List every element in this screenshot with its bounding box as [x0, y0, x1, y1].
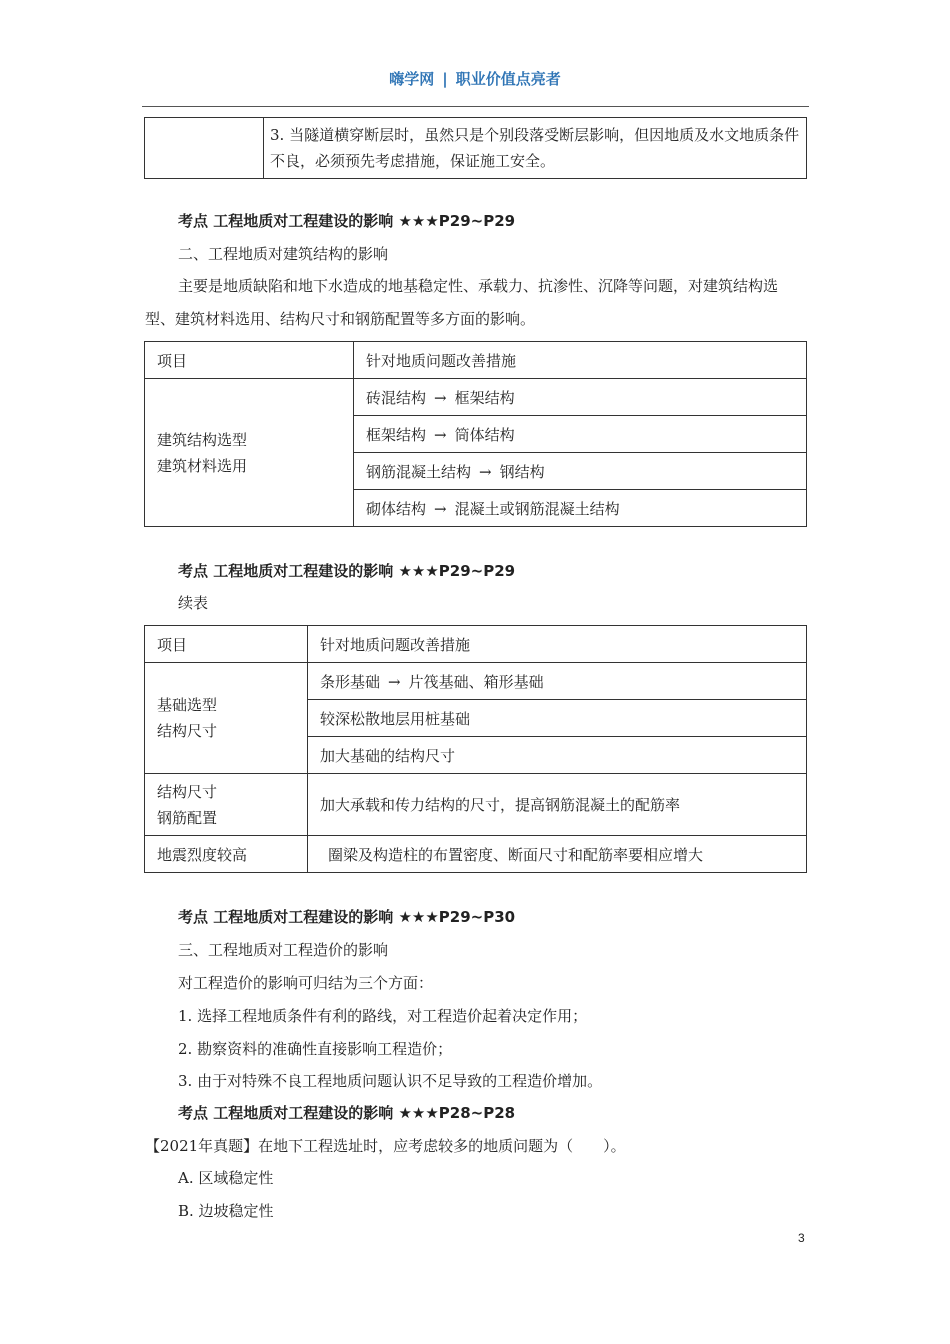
group-label-line: 结构尺寸	[157, 722, 218, 740]
table-header-item: 项目	[145, 342, 354, 379]
site-name: 嗨学网	[389, 70, 435, 88]
header-separator: |	[442, 70, 448, 88]
table-group-label	[145, 774, 308, 836]
page-number: 3	[798, 1231, 805, 1245]
table-header-item: 项目	[145, 626, 308, 663]
group-label-line: 建筑结构选型	[157, 430, 248, 449]
option-b: B. 边坡稳定性	[178, 1202, 274, 1220]
list-item: 1. 选择工程地质条件有利的路线，对工程造价起着决定作用；	[178, 1007, 588, 1025]
section3-heading: 考点 工程地质对工程建设的影响 ★★★P29~P30	[178, 908, 516, 926]
section1-intro: 主要是地质缺陷和地下水造成的地基稳定性、承载力、抗渗性、沉降等问题，对建筑结构选型、建筑材料选用、结构尺寸和钢筋配置等多方面的影响。	[145, 277, 779, 328]
header-rule	[142, 106, 809, 107]
table-row: 砌体结构 → 混凝土或钢筋混凝土结构	[354, 490, 807, 527]
foundation-table	[144, 625, 807, 873]
structure-table	[144, 341, 807, 527]
table-row: 加大承载和传力结构的尺寸，提高钢筋混凝土的配筋率	[308, 774, 807, 836]
table-row: 圈梁及构造柱的布置密度、断面尺寸和配筋率要相应增大	[308, 836, 807, 873]
site-slogan: 职业价值点亮者	[455, 70, 561, 88]
table-row: 加大基础的结构尺寸	[308, 737, 807, 774]
section2-heading: 考点 工程地质对工程建设的影响 ★★★P29~P29	[178, 562, 516, 580]
option-a: A. 区域稳定性	[178, 1169, 274, 1187]
group-label-line: 基础选型	[157, 696, 218, 714]
list-item: 3. 由于对特殊不良工程地质问题认识不足导致的工程造价增加。	[178, 1072, 603, 1090]
table-row: 钢筋混凝土结构 → 钢结构	[354, 453, 807, 490]
section2-subtitle: 续表	[178, 594, 209, 612]
table-row: 砖混结构 → 框架结构	[354, 379, 807, 416]
table-group-label: 地震烈度较高	[145, 836, 308, 873]
table-group-label	[145, 663, 308, 774]
group-label-line: 结构尺寸	[157, 782, 218, 801]
page-header	[0, 68, 950, 89]
section4-heading: 考点 工程地质对工程建设的影响 ★★★P28~P28	[178, 1104, 516, 1122]
section1-heading: 考点 工程地质对工程建设的影响 ★★★P29~P29	[178, 212, 516, 230]
exam-question: 【2021年真题】在地下工程选址时，应考虑较多的地质问题为（ ）。	[145, 1137, 626, 1155]
table-row: 条形基础 → 片筏基础、箱形基础	[308, 663, 807, 700]
table-header-measure: 针对地质问题改善措施	[308, 626, 807, 663]
section1-title: 二、工程地质对建筑结构的影响	[178, 245, 389, 263]
top-table-note: 3. 当隧道横穿断层时，虽然只是个别段落受断层影响，但因地质及水文地质条件不良，必须预先考虑措施，保证施工安全。	[264, 118, 807, 179]
list-item: 2. 勘察资料的准确性直接影响工程造价；	[178, 1040, 453, 1058]
top-table	[144, 117, 807, 179]
group-label-line: 钢筋配置	[157, 808, 218, 827]
section3-intro: 对工程造价的影响可归结为三个方面：	[178, 974, 434, 992]
group-label-line: 建筑材料选用	[157, 456, 248, 475]
section3-title: 三、工程地质对工程造价的影响	[178, 941, 389, 959]
top-table-left-cell	[145, 118, 264, 179]
table-header-measure: 针对地质问题改善措施	[354, 342, 807, 379]
table-row: 较深松散地层用桩基础	[308, 700, 807, 737]
table-group-label	[145, 379, 354, 527]
table-row: 框架结构 → 筒体结构	[354, 416, 807, 453]
